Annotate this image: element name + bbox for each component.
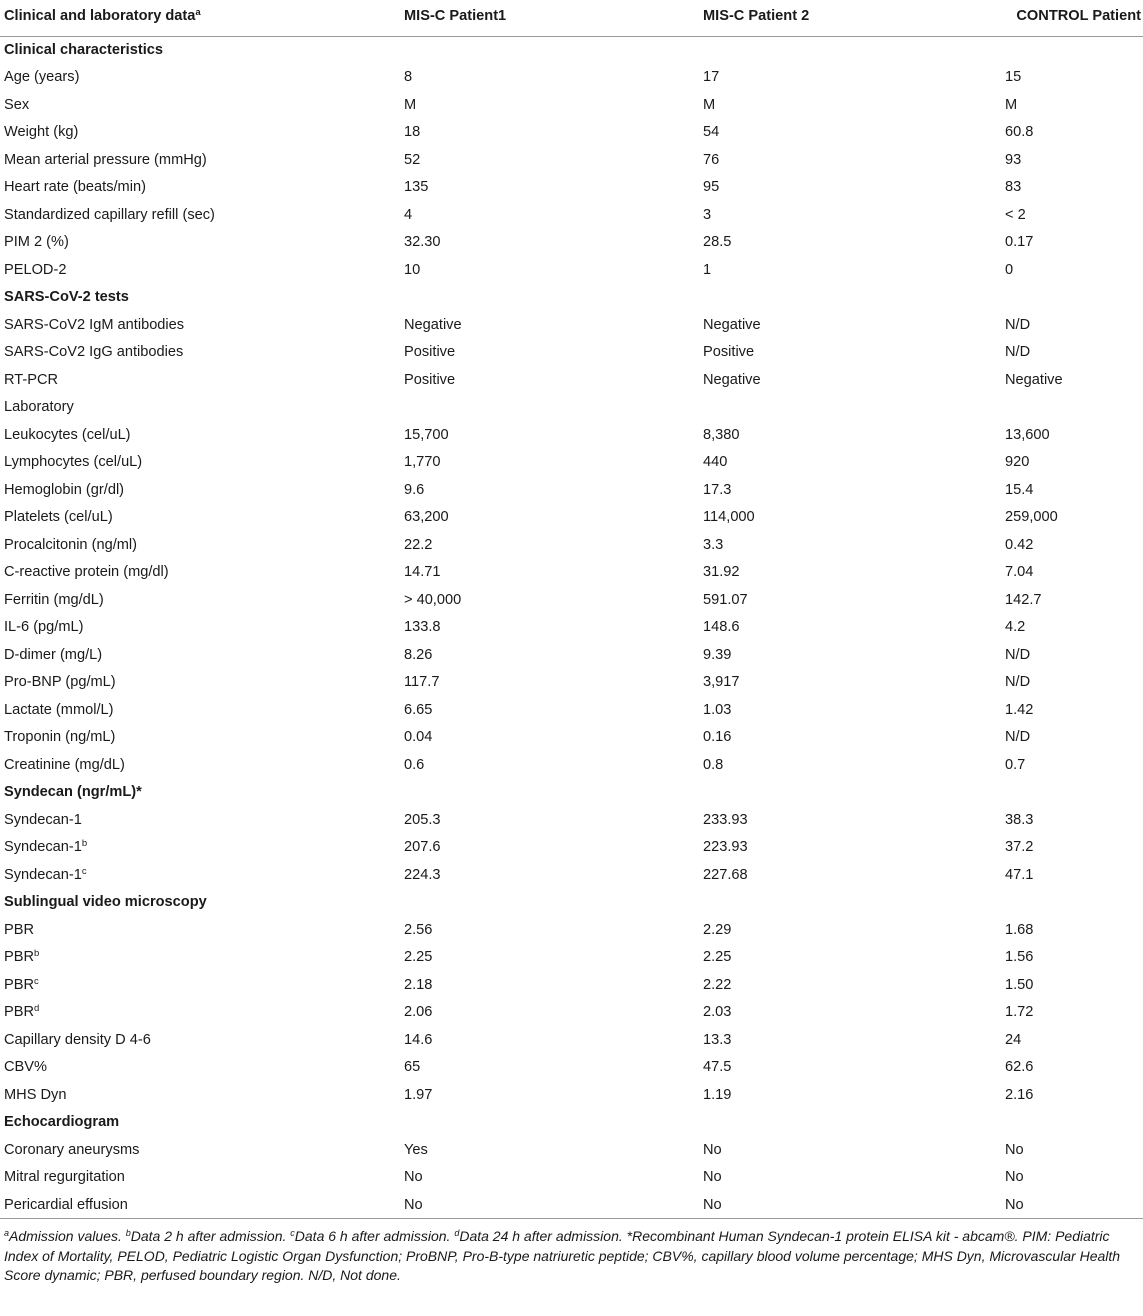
mis-c-patient-1-value: M bbox=[404, 96, 417, 113]
header-clinical-data bbox=[0, 8, 400, 36]
row-label-text: Hemoglobin (gr/dl) bbox=[4, 481, 125, 498]
row-label bbox=[0, 1054, 400, 1082]
mis-c-patient-2-value: 8,380 bbox=[703, 426, 740, 443]
mis-c-patient-2-value: 2.22 bbox=[703, 976, 732, 993]
row-label bbox=[0, 64, 400, 92]
table-row bbox=[0, 1026, 1143, 1054]
mis-c-patient-1-value: 2.06 bbox=[404, 1004, 433, 1021]
mis-c-patient-1-value: 9.6 bbox=[404, 481, 425, 498]
table-row bbox=[0, 1081, 1143, 1109]
mis-c-patient-1-value: Positive bbox=[404, 371, 456, 388]
header-row bbox=[0, 8, 1143, 36]
table-row bbox=[0, 944, 1143, 972]
row-label-text: Platelets (cel/uL) bbox=[4, 509, 113, 526]
footnote-marker: a bbox=[4, 1228, 10, 1238]
mis-c-patient-2-value: No bbox=[699, 1191, 1001, 1219]
row-label bbox=[0, 834, 400, 862]
table-row bbox=[0, 201, 1143, 229]
footnote-marker: c bbox=[290, 1228, 295, 1238]
mis-c-patient-1-value: 22.2 bbox=[404, 536, 433, 553]
mis-c-patient-2-value: Negative bbox=[703, 371, 761, 388]
mis-c-patient-2-value: 3 bbox=[703, 206, 712, 223]
mis-c-patient-2-value: 54 bbox=[703, 124, 720, 141]
mis-c-patient-2-value: 31.92 bbox=[703, 564, 740, 581]
mis-c-patient-1-value bbox=[400, 394, 699, 422]
mis-c-patient-1-value: 8.26 bbox=[404, 646, 433, 663]
control-patient-value: 83 bbox=[1005, 179, 1022, 196]
row-label bbox=[0, 724, 400, 752]
row-label-footnote-marker: b bbox=[81, 838, 88, 850]
mis-c-patient-1-value: 2.25 bbox=[404, 949, 433, 966]
row-label-text: MHS Dyn bbox=[4, 1086, 67, 1103]
row-label bbox=[0, 1081, 400, 1109]
mis-c-patient-2-value: 3.3 bbox=[703, 536, 724, 553]
mis-c-patient-1-value: 117.7 bbox=[404, 674, 440, 691]
row-label-text: Leukocytes (cel/uL) bbox=[4, 426, 131, 443]
control-patient-value: 0 bbox=[1005, 261, 1014, 278]
table-body bbox=[0, 36, 1143, 1219]
mis-c-patient-2-value: Positive bbox=[703, 344, 755, 361]
table-row bbox=[0, 724, 1143, 752]
mis-c-patient-1-value: 18 bbox=[404, 124, 421, 141]
row-label bbox=[0, 1026, 400, 1054]
row-label-text: PBR bbox=[4, 949, 35, 966]
table-row bbox=[0, 751, 1143, 779]
row-label bbox=[0, 256, 400, 284]
control-patient-value: Negative bbox=[1005, 371, 1063, 388]
mis-c-patient-2-value: 227.68 bbox=[703, 866, 748, 883]
table-row bbox=[0, 641, 1143, 669]
footnote-marker: b bbox=[125, 1228, 131, 1238]
table-row bbox=[0, 1136, 1143, 1164]
control-patient-value: 15 bbox=[1005, 69, 1022, 86]
control-patient-value: 38.3 bbox=[1005, 811, 1034, 828]
row-label bbox=[0, 971, 400, 999]
footnote-text: Data 2 h after admission. bbox=[130, 1228, 291, 1244]
mis-c-patient-1-value: 205.3 bbox=[404, 811, 441, 828]
row-label-text: PELOD-2 bbox=[4, 261, 67, 278]
footnote-text: *Recombinant Human Syndecan-1 protein ELISA kit - abcam®. PIM: Pediatric Index of Mortality, PELOD, Pediatric Logistic Organ Dysfunction; ProBNP, Pro-B-type natriuretic peptide; CBV%, capillary blood volume percentage; MHS Dyn, Microvascular Health Score dynamic; PBR, perfused boundary region. N/D, Not done. bbox=[4, 1228, 1121, 1283]
control-patient-value: 2.16 bbox=[1005, 1086, 1034, 1103]
row-label-text: Age (years) bbox=[4, 69, 80, 86]
control-patient-value: N/D bbox=[1005, 344, 1031, 361]
row-label bbox=[0, 1191, 400, 1219]
table-row bbox=[0, 174, 1143, 202]
mis-c-patient-2-value: 2.03 bbox=[703, 1004, 732, 1021]
mis-c-patient-1-value: 135 bbox=[404, 179, 429, 196]
mis-c-patient-1-value: 63,200 bbox=[404, 509, 449, 526]
row-label-text: Syndecan-1 bbox=[4, 839, 82, 856]
row-label bbox=[0, 146, 400, 174]
row-label bbox=[0, 91, 400, 119]
row-label bbox=[0, 201, 400, 229]
table-row bbox=[0, 861, 1143, 889]
row-label-text: Laboratory bbox=[4, 399, 74, 416]
control-patient-value: N/D bbox=[1005, 316, 1031, 333]
row-label bbox=[0, 394, 400, 422]
mis-c-patient-2-value: M bbox=[703, 96, 716, 113]
control-patient-value: 13,600 bbox=[1005, 426, 1050, 443]
mis-c-patient-2-value: 0.16 bbox=[703, 729, 732, 746]
mis-c-patient-2-value: 28.5 bbox=[703, 234, 732, 251]
mis-c-patient-2-value: 1.03 bbox=[703, 701, 732, 718]
mis-c-patient-1-value: No bbox=[404, 1169, 423, 1186]
mis-c-patient-1-value: > 40,000 bbox=[404, 591, 462, 608]
row-label-text: Ferritin (mg/dL) bbox=[4, 591, 104, 608]
row-label bbox=[0, 641, 400, 669]
row-label bbox=[0, 119, 400, 147]
mis-c-patient-1-value: 52 bbox=[404, 151, 421, 168]
header-mis-c-patient-1: MIS-C Patient1 bbox=[400, 8, 699, 36]
table-row bbox=[0, 696, 1143, 724]
row-label-text: PBR bbox=[4, 921, 35, 938]
mis-c-patient-1-value: Positive bbox=[404, 344, 456, 361]
table-row bbox=[0, 916, 1143, 944]
mis-c-patient-2-value: 17 bbox=[703, 69, 720, 86]
row-label-text: Standardized capillary refill (sec) bbox=[4, 206, 215, 223]
control-patient-value: 37.2 bbox=[1005, 839, 1034, 856]
row-label-text: SARS-CoV2 IgG antibodies bbox=[4, 344, 184, 361]
section-row bbox=[0, 889, 1143, 917]
table-row bbox=[0, 229, 1143, 257]
mis-c-patient-2-value: 76 bbox=[703, 151, 720, 168]
row-label-text: Sex bbox=[4, 96, 30, 113]
row-label-text: Lactate (mmol/L) bbox=[4, 701, 114, 718]
section-row bbox=[0, 284, 1143, 312]
row-label bbox=[0, 1164, 400, 1192]
mis-c-patient-1-value: 0.6 bbox=[404, 756, 425, 773]
footnote-text: Data 24 h after admission. bbox=[459, 1228, 627, 1244]
mis-c-patient-2-value: 3,917 bbox=[703, 674, 740, 691]
table-row bbox=[0, 146, 1143, 174]
mis-c-patient-2-value: 223.93 bbox=[703, 839, 748, 856]
row-label bbox=[0, 806, 400, 834]
section-row bbox=[0, 36, 1143, 64]
mis-c-patient-2-value: 0.8 bbox=[703, 756, 724, 773]
mis-c-patient-1-value: 15,700 bbox=[404, 426, 449, 443]
row-label-text: PBR bbox=[4, 976, 35, 993]
table-header bbox=[0, 8, 1143, 36]
row-label bbox=[0, 614, 400, 642]
table-row bbox=[0, 1191, 1143, 1219]
row-label-text: Lymphocytes (cel/uL) bbox=[4, 454, 143, 471]
table-row bbox=[0, 834, 1143, 862]
section-row bbox=[0, 779, 1143, 807]
footnote-marker: d bbox=[454, 1228, 460, 1238]
row-label-text: CBV% bbox=[4, 1059, 47, 1076]
header-clinical-data-label: Clinical and laboratory data bbox=[4, 8, 196, 24]
mis-c-patient-2-value: 591.07 bbox=[703, 591, 748, 608]
mis-c-patient-1-value: Yes bbox=[404, 1141, 428, 1158]
mis-c-patient-2-value: Negative bbox=[703, 316, 761, 333]
mis-c-patient-2-value: 2.29 bbox=[703, 921, 732, 938]
row-label bbox=[0, 944, 400, 972]
control-patient-value: N/D bbox=[1005, 646, 1031, 663]
control-patient-value: < 2 bbox=[1005, 206, 1026, 223]
row-label-text: Creatinine (mg/dL) bbox=[4, 756, 125, 773]
mis-c-patient-2-value: 13.3 bbox=[703, 1031, 732, 1048]
mis-c-patient-2-value: 2.25 bbox=[703, 949, 732, 966]
mis-c-patient-2-value: 233.93 bbox=[703, 811, 748, 828]
row-label-text: PIM 2 (%) bbox=[4, 234, 69, 251]
mis-c-patient-1-value: 2.56 bbox=[404, 921, 433, 938]
mis-c-patient-2-value bbox=[699, 394, 1001, 422]
row-label bbox=[0, 504, 400, 532]
mis-c-patient-2-value: 17.3 bbox=[703, 481, 732, 498]
row-label bbox=[0, 999, 400, 1027]
mis-c-patient-1-value: 1.97 bbox=[404, 1086, 433, 1103]
control-patient-value: 7.04 bbox=[1005, 564, 1034, 581]
mis-c-patient-1-value: 207.6 bbox=[404, 839, 441, 856]
control-patient-value: 259,000 bbox=[1005, 509, 1058, 526]
control-patient-value: 0.7 bbox=[1005, 756, 1026, 773]
control-patient-value: No bbox=[1001, 1191, 1143, 1219]
mis-c-patient-1-value: 32.30 bbox=[404, 234, 441, 251]
table-row bbox=[0, 119, 1143, 147]
mis-c-patient-2-value: No bbox=[703, 1169, 722, 1186]
table-row bbox=[0, 91, 1143, 119]
mis-c-patient-1-value: 224.3 bbox=[404, 866, 441, 883]
row-label-text: IL-6 (pg/mL) bbox=[4, 619, 84, 636]
table-row bbox=[0, 449, 1143, 477]
row-label bbox=[0, 311, 400, 339]
control-patient-value: 47.1 bbox=[1005, 866, 1034, 883]
row-label-text: SARS-CoV2 IgM antibodies bbox=[4, 316, 185, 333]
table-row bbox=[0, 504, 1143, 532]
control-patient-value: 0.42 bbox=[1005, 536, 1034, 553]
section-heading: Syndecan (ngr/mL)* bbox=[4, 784, 142, 801]
row-label bbox=[0, 696, 400, 724]
table-row bbox=[0, 339, 1143, 367]
row-label-text: Procalcitonin (ng/ml) bbox=[4, 536, 138, 553]
row-label-text: D-dimer (mg/L) bbox=[4, 646, 103, 663]
section-heading: Sublingual video microscopy bbox=[4, 894, 207, 911]
row-label-text: Syndecan-1 bbox=[4, 811, 82, 828]
row-label bbox=[0, 339, 400, 367]
table-row bbox=[0, 366, 1143, 394]
row-label-text: Syndecan-1 bbox=[4, 866, 82, 883]
table-row bbox=[0, 476, 1143, 504]
table-row bbox=[0, 806, 1143, 834]
table-row bbox=[0, 1054, 1143, 1082]
row-label bbox=[0, 916, 400, 944]
row-label bbox=[0, 449, 400, 477]
row-label-text: Weight (kg) bbox=[4, 124, 79, 141]
table-row bbox=[0, 421, 1143, 449]
row-label-text: RT-PCR bbox=[4, 371, 59, 388]
row-label-footnote-marker: c bbox=[81, 865, 87, 877]
row-label-text: Coronary aneurysms bbox=[4, 1141, 140, 1158]
header-control-patient: CONTROL Patient bbox=[1001, 8, 1143, 36]
table-row bbox=[0, 614, 1143, 642]
control-patient-value: 1.72 bbox=[1005, 1004, 1034, 1021]
control-patient-value: 142.7 bbox=[1005, 591, 1042, 608]
table-row bbox=[0, 999, 1143, 1027]
mis-c-patient-2-value: 1.19 bbox=[703, 1086, 732, 1103]
row-label-footnote-marker: c bbox=[34, 975, 39, 987]
mis-c-patient-1-value: 0.04 bbox=[404, 729, 433, 746]
control-patient-value: 0.17 bbox=[1005, 234, 1034, 251]
control-patient-value: 15.4 bbox=[1005, 481, 1034, 498]
row-label bbox=[0, 229, 400, 257]
control-patient-value: 62.6 bbox=[1005, 1059, 1034, 1076]
mis-c-patient-1-value: 133.8 bbox=[404, 619, 441, 636]
table-row bbox=[0, 256, 1143, 284]
control-patient-value: 4.2 bbox=[1005, 619, 1026, 636]
row-label bbox=[0, 586, 400, 614]
mis-c-patient-2-value: 148.6 bbox=[703, 619, 740, 636]
control-patient-value: 1.50 bbox=[1005, 976, 1034, 993]
mis-c-patient-2-value: 47.5 bbox=[703, 1059, 732, 1076]
mis-c-patient-1-value: No bbox=[400, 1191, 699, 1219]
mis-c-patient-1-value: 6.65 bbox=[404, 701, 433, 718]
mis-c-patient-2-value: 440 bbox=[703, 454, 728, 471]
mis-c-patient-2-value: No bbox=[703, 1141, 722, 1158]
control-patient-value: N/D bbox=[1005, 674, 1031, 691]
mis-c-patient-1-value: 65 bbox=[404, 1059, 421, 1076]
table-row bbox=[0, 1164, 1143, 1192]
row-label-text: Capillary density D 4-6 bbox=[4, 1031, 151, 1048]
control-patient-value: 24 bbox=[1005, 1031, 1022, 1048]
clinical-data-table bbox=[0, 8, 1143, 1219]
row-label-text: Pericardial effusion bbox=[4, 1196, 128, 1213]
section-heading: Echocardiogram bbox=[4, 1114, 120, 1131]
row-label-text: Troponin (ng/mL) bbox=[4, 729, 116, 746]
row-label bbox=[0, 366, 400, 394]
section-heading: SARS-CoV-2 tests bbox=[4, 289, 129, 306]
table-row bbox=[0, 971, 1143, 999]
row-label bbox=[0, 1136, 400, 1164]
row-label bbox=[0, 751, 400, 779]
row-label-text: Heart rate (beats/min) bbox=[4, 179, 146, 196]
control-patient-value: 60.8 bbox=[1005, 124, 1034, 141]
mis-c-patient-1-value: 14.71 bbox=[404, 564, 441, 581]
row-label bbox=[0, 421, 400, 449]
control-patient-value: 1.68 bbox=[1005, 921, 1034, 938]
mis-c-patient-1-value: Negative bbox=[404, 316, 462, 333]
control-patient-value: M bbox=[1005, 96, 1018, 113]
mis-c-patient-1-value: 1,770 bbox=[404, 454, 441, 471]
mis-c-patient-1-value: 4 bbox=[404, 206, 413, 223]
table-footnote bbox=[0, 1219, 1143, 1286]
mis-c-patient-2-value: 95 bbox=[703, 179, 720, 196]
mis-c-patient-1-value: 8 bbox=[404, 69, 413, 86]
row-label-text: Pro-BNP (pg/mL) bbox=[4, 674, 116, 691]
section-row bbox=[0, 1109, 1143, 1137]
mis-c-patient-1-value: 14.6 bbox=[404, 1031, 433, 1048]
mis-c-patient-2-value: 114,000 bbox=[703, 509, 755, 526]
footnote-text: Data 6 h after admission. bbox=[294, 1228, 455, 1244]
control-patient-value: 920 bbox=[1005, 454, 1030, 471]
table-row bbox=[0, 394, 1143, 422]
control-patient-value: 1.56 bbox=[1005, 949, 1034, 966]
table-row bbox=[0, 531, 1143, 559]
mis-c-patient-1-value: 2.18 bbox=[404, 976, 433, 993]
control-patient-value: No bbox=[1005, 1141, 1024, 1158]
header-mis-c-patient-2: MIS-C Patient 2 bbox=[699, 8, 1001, 36]
row-label-footnote-marker: d bbox=[34, 1003, 40, 1015]
row-label-text: Mean arterial pressure (mmHg) bbox=[4, 151, 207, 168]
row-label bbox=[0, 174, 400, 202]
table-row bbox=[0, 669, 1143, 697]
row-label-text: Mitral regurgitation bbox=[4, 1169, 125, 1186]
row-label bbox=[0, 476, 400, 504]
section-heading: Clinical characteristics bbox=[4, 42, 163, 58]
mis-c-patient-1-value: 10 bbox=[404, 261, 421, 278]
table-row bbox=[0, 311, 1143, 339]
table-row bbox=[0, 586, 1143, 614]
table-row bbox=[0, 559, 1143, 587]
control-patient-value: No bbox=[1005, 1169, 1024, 1186]
row-label bbox=[0, 669, 400, 697]
control-patient-value: N/D bbox=[1005, 729, 1031, 746]
header-footnote-marker: a bbox=[195, 7, 201, 18]
mis-c-patient-2-value: 9.39 bbox=[703, 646, 732, 663]
row-label bbox=[0, 861, 400, 889]
row-label-footnote-marker: b bbox=[34, 948, 40, 960]
control-patient-value: 93 bbox=[1005, 151, 1022, 168]
row-label-text: C-reactive protein (mg/dl) bbox=[4, 564, 169, 581]
table-row bbox=[0, 64, 1143, 92]
control-patient-value bbox=[1001, 394, 1143, 422]
footnote-text: Admission values. bbox=[9, 1228, 126, 1244]
control-patient-value: 1.42 bbox=[1005, 701, 1034, 718]
row-label bbox=[0, 531, 400, 559]
mis-c-patient-2-value: 1 bbox=[703, 261, 712, 278]
row-label bbox=[0, 559, 400, 587]
row-label-text: PBR bbox=[4, 1004, 35, 1021]
